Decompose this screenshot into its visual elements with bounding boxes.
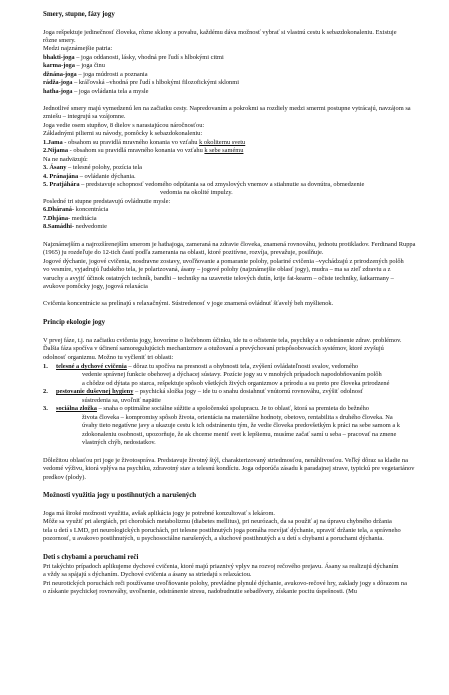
section-heading (43, 553, 449, 562)
term-label: pestovanie duševnej hygieny (56, 388, 134, 395)
text-line (43, 570, 449, 579)
line-text: Joga rešpektuje jedinečnosť človeka, rôzne sklony a povahu, každému dáva možnosť vybrať si vlastnú cestu k sebazdokonaleniu. Existuje (43, 29, 397, 36)
line-text: – kráľovská –vhodná pre ľudí s hlbokými filozofickými sklonmi (72, 79, 240, 86)
line-text: varuchy a avyjiť účinok ostatných techník, bandhi – techniky na uzavretie telových dutín, krije fat-kearm – očiste techniky, šatkarmany – (43, 275, 394, 282)
line-text: – telesné polohy, pozícia tela (66, 164, 142, 171)
text-line (43, 344, 449, 353)
term-label: 6.Dháraná (43, 206, 72, 213)
line-text: odolnosť organizmu. Možno tu vyčleniť tri oblasti: (43, 354, 174, 361)
line-text: Posledné tri stupne predstavujú ovládnutie mysle: (43, 198, 171, 205)
text-line (43, 78, 449, 87)
section-heading (43, 10, 449, 19)
line-text: Ďalšia fáza spočíva v účinení samoregulujúcich mechanizmov a otužovaní a prevýchovaní prispôsobovacích systémov, ktoré zvyšujú (43, 345, 384, 352)
line-text: vedomia na okolité impulzy. (160, 189, 233, 196)
line-text: – predstavuje schopnosť vedomého odpútania sa od zmyslových vnemov a stiahnutie sa dovnútra, obmedzenie (79, 181, 365, 188)
text-line (43, 473, 449, 482)
line-text: Základnými pilierni su návody, pomôcky k sebazdokonaleniu: (43, 130, 203, 137)
term-label: sociálna zložka (56, 405, 98, 412)
text-line (82, 438, 449, 447)
line-text: V prvej fáze, t.j. na začiatku cvičenia jogy, hovoríme o liečebnom účinku, ide tu o očistenie tela, psychiky a o odstránenie zdrav. problémov. (43, 337, 402, 344)
line-text: o získanie psychickej rovnováhy, uvoľnenie, odstránenie stresu, nadobudnutie sebadôvery, získanie pocitu úspešnosti. (Mu (43, 588, 357, 595)
text-line (43, 387, 449, 396)
line-text: Najznámejším a najrozšírenejším smerom je hathajoga, zameraná na zdravie človeka, znamená rovnováhu, jednotu protikladov. Ferdinand Ruppa (43, 241, 416, 248)
line-text: a chôdze od dýtata po starca, rešpektuje spôsob všetkých živých organizmov a prírodu a su preto pre človeka prirodzené (82, 380, 390, 387)
text-line (43, 299, 449, 308)
list-number: 1. (43, 363, 48, 370)
term-label: rádža-joga (43, 79, 73, 86)
line-text: Joga vedie osem stupňov, 8 dielov s narastajúcou náročnosťou: (43, 122, 205, 129)
line-text: zdokonaleniu osobnosti, upozorňuje, že ak chceme meniť svet k lepšiemu, musíme začať samí u seba – pracovať na zmene (82, 431, 397, 438)
section-heading (43, 318, 449, 327)
text-line (82, 370, 449, 379)
line-text: Pri takýchto prípadoch aplikujeme dychové cvičenia, ktoré majú priaznivý vplyv na rozvoj rečového prejavu. Ásany sa realizujú dýchaním (43, 563, 399, 570)
line-text: Môže sa využiť pri alergiách, pri chorobách metabolizmu (diabetes mellitus), pri neurózach, da sa použiť aj na úpravu chybného držania (43, 518, 392, 525)
term-label: 7.Dhjána (43, 215, 69, 222)
text-line (43, 587, 449, 596)
section-heading (43, 491, 449, 500)
line-text: - koncentrácia (71, 206, 109, 213)
line-text: Princíp ekologie jogy (43, 319, 106, 326)
line-text: – snaha o optimálne sociálne súžitie a spoločenskú spolupracu. Je to oblasť, ktorá sa premieta do bežného (97, 405, 369, 412)
term-label: hatha-joga (43, 88, 73, 95)
line-text: – joga múdrosti a poznania (76, 71, 148, 78)
line-text: vo vesmíre, vyjadrujú ľudského tela, je polarizovaná, ásany – jogové polohy (najznámejšie oblasť jogy), mudra – ma sa zieľ zdraviu a z (43, 266, 391, 273)
term-label: 5. Pratjáhára (43, 181, 80, 188)
line-text: Na ne nadväzujú: (43, 156, 88, 163)
line-text: pozornosť, u avakovo postihnutých, u psychosociálne narušených, a sluchové postihnutých a u detí s chybami a poruchami dýchania. (43, 535, 384, 542)
line-text: rôzne smery. (43, 37, 76, 44)
term-label: 1.Jama (43, 139, 63, 146)
line-text: (1965) ju rozdeľuje do 12-tich častí podľa zamerania na oblasti, ktoré pozitívne, rozvíja, prevažuje, posilňuje. (43, 249, 324, 256)
text-line (160, 188, 449, 197)
line-text: Smery, stupne, fázy jogy (43, 11, 115, 18)
list-number: 3. (43, 405, 48, 412)
text-line (43, 464, 449, 473)
text-line (43, 353, 449, 362)
line-text: Jednotlivé smery majú vymedzenú len na začiatku cesty. Napredovaním a pokrokmi sa rozdiely medzi smermi postupne vytrácajú, navzájom sa (43, 105, 411, 112)
line-text: Pri neurotických poruchách reči používame uvoľňovanie polohy, prevládne plynulé dýchanie, avukovo-rečové hry, zaklady jogy s dôrazom na (43, 580, 407, 587)
term-label: telesné a dychové cvičenia (56, 363, 127, 370)
text-line (43, 282, 449, 291)
line-text: – joga oddanosti, lásky, vhodná pre ľudí s hlbokými citmi (74, 54, 224, 61)
list-number: 2. (43, 388, 48, 395)
text-line (43, 205, 449, 214)
line-text: Cvičenia koncentrácie sa prelínajú s relaxačnými. Sústredenosť v joge znamená ovládnuť šťavelý beh myšlienok. (43, 300, 334, 307)
text-line (43, 222, 449, 231)
underlined-text: k sebe samému (204, 147, 244, 154)
line-text: avukove pomôcky jogy, jogová relaxácia (43, 283, 148, 290)
text-line (43, 146, 449, 155)
line-text: úvahy tieto negatívne javy a ukazuje cestu k ich odstráneniu tým, že vedie človeka predovšetkým k práci na sebe samom a k (82, 422, 401, 429)
text-line (43, 248, 449, 257)
term-label: 4. Pránajána (43, 173, 79, 180)
term-label: džnána-joga (43, 71, 77, 78)
term-label: bhakti-joga (43, 54, 75, 61)
term-label: 2.Nijama (43, 147, 69, 154)
line-text: vlastných chýb, nedostatkov. (82, 439, 156, 446)
line-text: - meditácia (68, 215, 97, 222)
line-text: - obsahom su pravidlá mravného konania vo vzťahu (68, 147, 205, 154)
line-text: – joga ovládania tela a mysle (72, 88, 149, 95)
text-line (43, 265, 449, 274)
line-text: predkov (plody). (43, 474, 86, 481)
text-line (43, 163, 449, 172)
text-line (43, 44, 449, 53)
line-text: Joga má široké možnosti využitia, avšak aplikácia jogy je potrebné konzultovať s lekárom. (43, 510, 276, 517)
text-line (82, 421, 449, 430)
text-line (43, 112, 449, 121)
line-text: – joga činu (74, 62, 105, 69)
line-text: - nedvedomie (71, 223, 107, 230)
term-label: 3. Ásany (43, 164, 67, 171)
text-line (43, 61, 449, 70)
line-text: Medzi najznámejšie patria: (43, 45, 113, 52)
line-text: vedenie správnej funkcie obehovej a dýchacej sústavy. Pozície jogy su v mnohých prípadoch napodobňovaním polôh (82, 371, 382, 378)
line-text: a vždy sa spájajú s dýchaním. Dychové cvičenia a ásany sa striedajú s relaxáciou. (43, 571, 252, 578)
line-text: zmiešu – integrujú sa vzájomne. (43, 113, 126, 120)
line-text: tela u detí s LMD, pri neurologických poruchách, pri telesne postihnutých joga pomáha rozvíjať dýchanie, upraviť držanie tela, a správneho (43, 527, 401, 534)
line-text: vedomé výživu, ktorá vplýva na psychiku, zdravotný stav a telesnú kondíciu. Joga odporúča zásadu k paradajnej strave, typickú pre vegetariánov (43, 465, 415, 472)
line-text: Deti s chybami a poruchami reči (43, 554, 139, 561)
text-line (43, 87, 449, 96)
term-label: karma-joga (43, 62, 75, 69)
line-text: sústredenia sa, uvoľniť napätie (82, 397, 161, 404)
line-text: Možnosti využitia jogy u postihnutých a narušených (43, 492, 197, 499)
text-line (43, 534, 449, 543)
line-text: – dôraz tu spočíva na presnosti a ohybnosti tela, zvýšení ovládateľnosti svalov, vedomého (126, 363, 359, 370)
line-text: – ovládanie dýchania. (78, 173, 136, 180)
line-text: Jogové dýchanie, jogové cvičenia, nosdravne zostavy, uvoľňovanie a pomaranie polohy, polariné cvičenia –vychádzajú z prirodzených polôh (43, 258, 404, 265)
line-text: – psychická složka jogy – ide tu o snahu dosiahnuť vnútornú rovnováhu, zvýšiť odolnosť (133, 388, 364, 395)
term-label: 8.Samádhi (43, 223, 72, 230)
text-line (43, 404, 449, 413)
line-text: života človeka – kompromisy spôsob života, orientácia na materiálne hodnoty, obetovo, rentabilita s druhého človeka. Na (82, 414, 393, 421)
text-line (43, 129, 449, 138)
text-line (43, 517, 449, 526)
underlined-text: k okoliternu svetu (199, 139, 246, 146)
line-text: - obsahom su pravidlá mravného konania vo vzťahu (62, 139, 200, 146)
line-text: Dôležitou oblasťou pri joge je životospráva. Predstavuje životný štýl, charakterizovaný striedmosťou, nenáhlivosťou. Veľký dôraz sa kladie na (43, 457, 408, 464)
